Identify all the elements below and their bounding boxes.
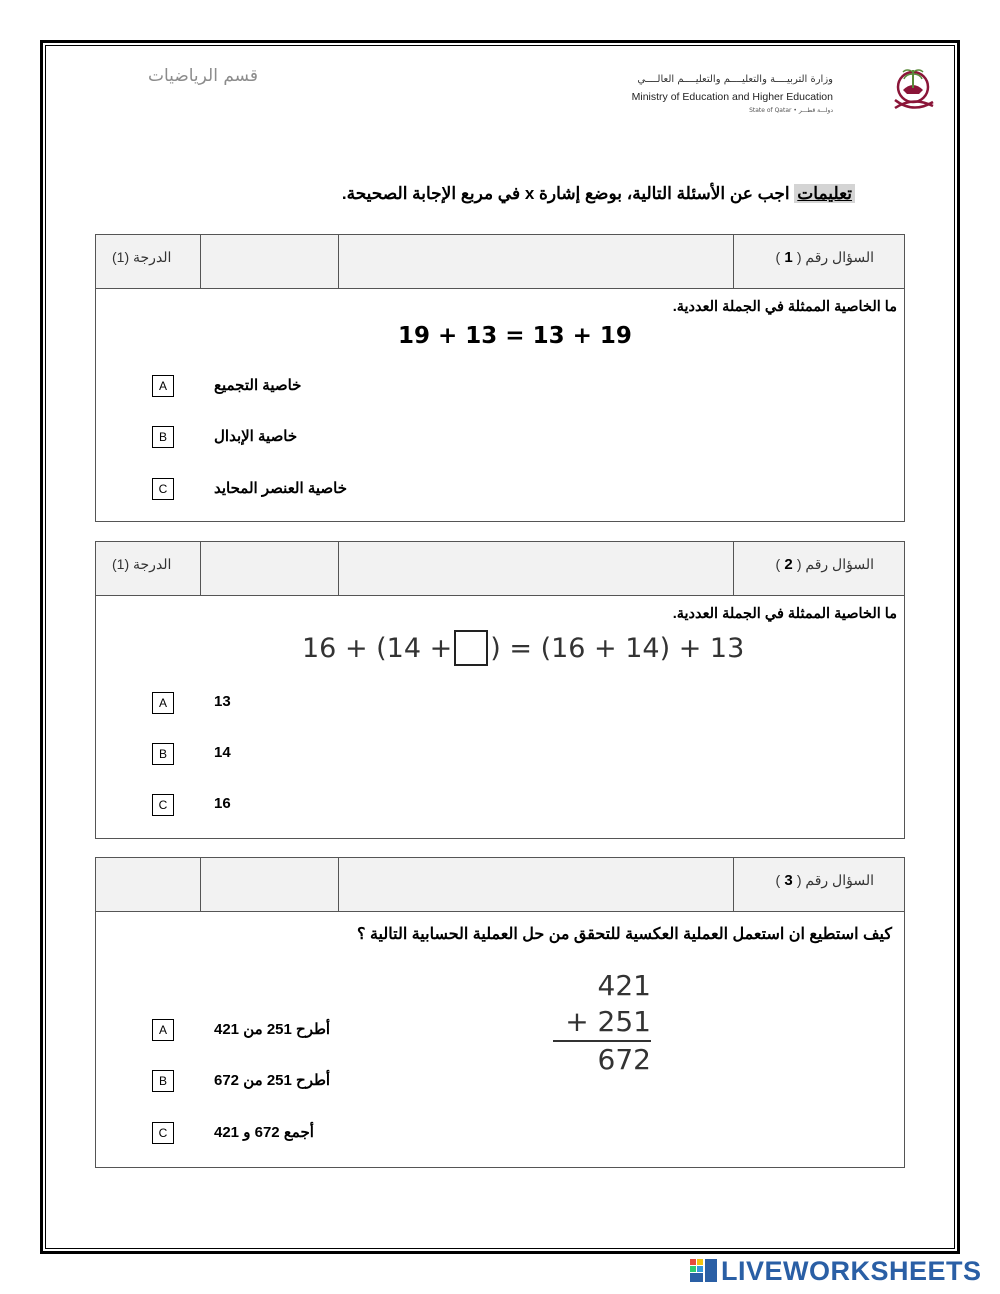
- score-cell: [201, 235, 339, 288]
- question-text: ما الخاصية الممثلة في الجملة العددية.: [672, 299, 897, 315]
- ministry-logo: [631, 60, 949, 120]
- question-header: [96, 542, 904, 596]
- grade-cell: [96, 235, 201, 288]
- question-number: السؤال رقم ( 1 ): [775, 249, 874, 266]
- state-label: State of Qatar • دولـــة قطـــر: [749, 107, 833, 114]
- instructions-label: تعليمات: [794, 184, 855, 203]
- sum-result: 672: [597, 1043, 651, 1076]
- option-text: خاصية العنصر المحايد: [214, 480, 347, 497]
- addend-second: + 251: [565, 1005, 651, 1038]
- score-cell: [201, 858, 339, 911]
- liveworksheets-brand: LIVEWORKSHEETS: [721, 1255, 982, 1286]
- question-header: [96, 858, 904, 912]
- question-number-cell: [734, 235, 904, 288]
- answer-checkbox[interactable]: C: [152, 1122, 174, 1144]
- blank-cell: [339, 542, 734, 595]
- question-2: [95, 541, 905, 839]
- question-number-cell: [734, 858, 904, 911]
- option-text: خاصية الإبدال: [214, 428, 298, 445]
- equation: [302, 630, 744, 666]
- answer-checkbox[interactable]: B: [152, 426, 174, 448]
- grade-cell: [96, 858, 201, 911]
- question-3: [95, 857, 905, 1168]
- blank-cell: [339, 235, 734, 288]
- vertical-addition: [551, 968, 651, 1078]
- equation-right: ) = (16 + 14) + 13: [490, 632, 745, 664]
- option-text: أجمع 672 و 421: [214, 1124, 314, 1141]
- addend-top: 421: [597, 969, 651, 1002]
- blank-cell: [339, 858, 734, 911]
- qatar-emblem-icon: [889, 60, 939, 120]
- option-text: 13: [214, 693, 231, 710]
- equation: 19 + 13 = 13 + 19: [398, 323, 632, 349]
- liveworksheets-logo-icon: [690, 1259, 718, 1283]
- score-cell: [201, 542, 339, 595]
- missing-number-box: [454, 630, 488, 666]
- answer-checkbox[interactable]: C: [152, 794, 174, 816]
- equation-left: 16 + (14 +: [302, 632, 453, 664]
- option-text: أطرح 251 من 421: [214, 1021, 331, 1038]
- answer-checkbox[interactable]: C: [152, 478, 174, 500]
- answer-checkbox[interactable]: A: [152, 692, 174, 714]
- ministry-name-en: Ministry of Education and Higher Education: [631, 91, 833, 103]
- question-text: كيف استطيع ان استعمل العملية العكسية للتحقق من حل العملية الحسابية التالية ؟: [357, 926, 892, 943]
- grade-label: الدرجة (1): [112, 556, 172, 572]
- grade-label: الدرجة (1): [112, 249, 172, 265]
- grade-cell: [96, 542, 201, 595]
- answer-checkbox[interactable]: A: [152, 375, 174, 397]
- option-text: 16: [214, 795, 231, 812]
- answer-checkbox[interactable]: B: [152, 1070, 174, 1092]
- option-text: أطرح 251 من 672: [214, 1072, 331, 1089]
- question-number-cell: [734, 542, 904, 595]
- department-title: قسم الرياضيات: [148, 66, 258, 86]
- option-text: خاصية التجميع: [214, 377, 302, 394]
- question-header: [96, 235, 904, 289]
- answer-checkbox[interactable]: A: [152, 1019, 174, 1041]
- question-number: السؤال رقم ( 3 ): [775, 872, 874, 889]
- instructions: [342, 184, 855, 204]
- question-1: [95, 234, 905, 522]
- question-text: ما الخاصية الممثلة في الجملة العددية.: [672, 606, 897, 622]
- option-text: 14: [214, 744, 231, 761]
- answer-checkbox[interactable]: B: [152, 743, 174, 765]
- instructions-text: اجب عن الأسئلة التالية، بوضع إشارة x في مربع الإجابة الصحيحة.: [341, 184, 795, 203]
- ministry-name-ar: وزارة التربيــــة والتعليــــم والتعليــــم العالــــي: [637, 74, 833, 85]
- liveworksheets-footer[interactable]: [690, 1256, 982, 1286]
- question-number: السؤال رقم ( 2 ): [775, 556, 874, 573]
